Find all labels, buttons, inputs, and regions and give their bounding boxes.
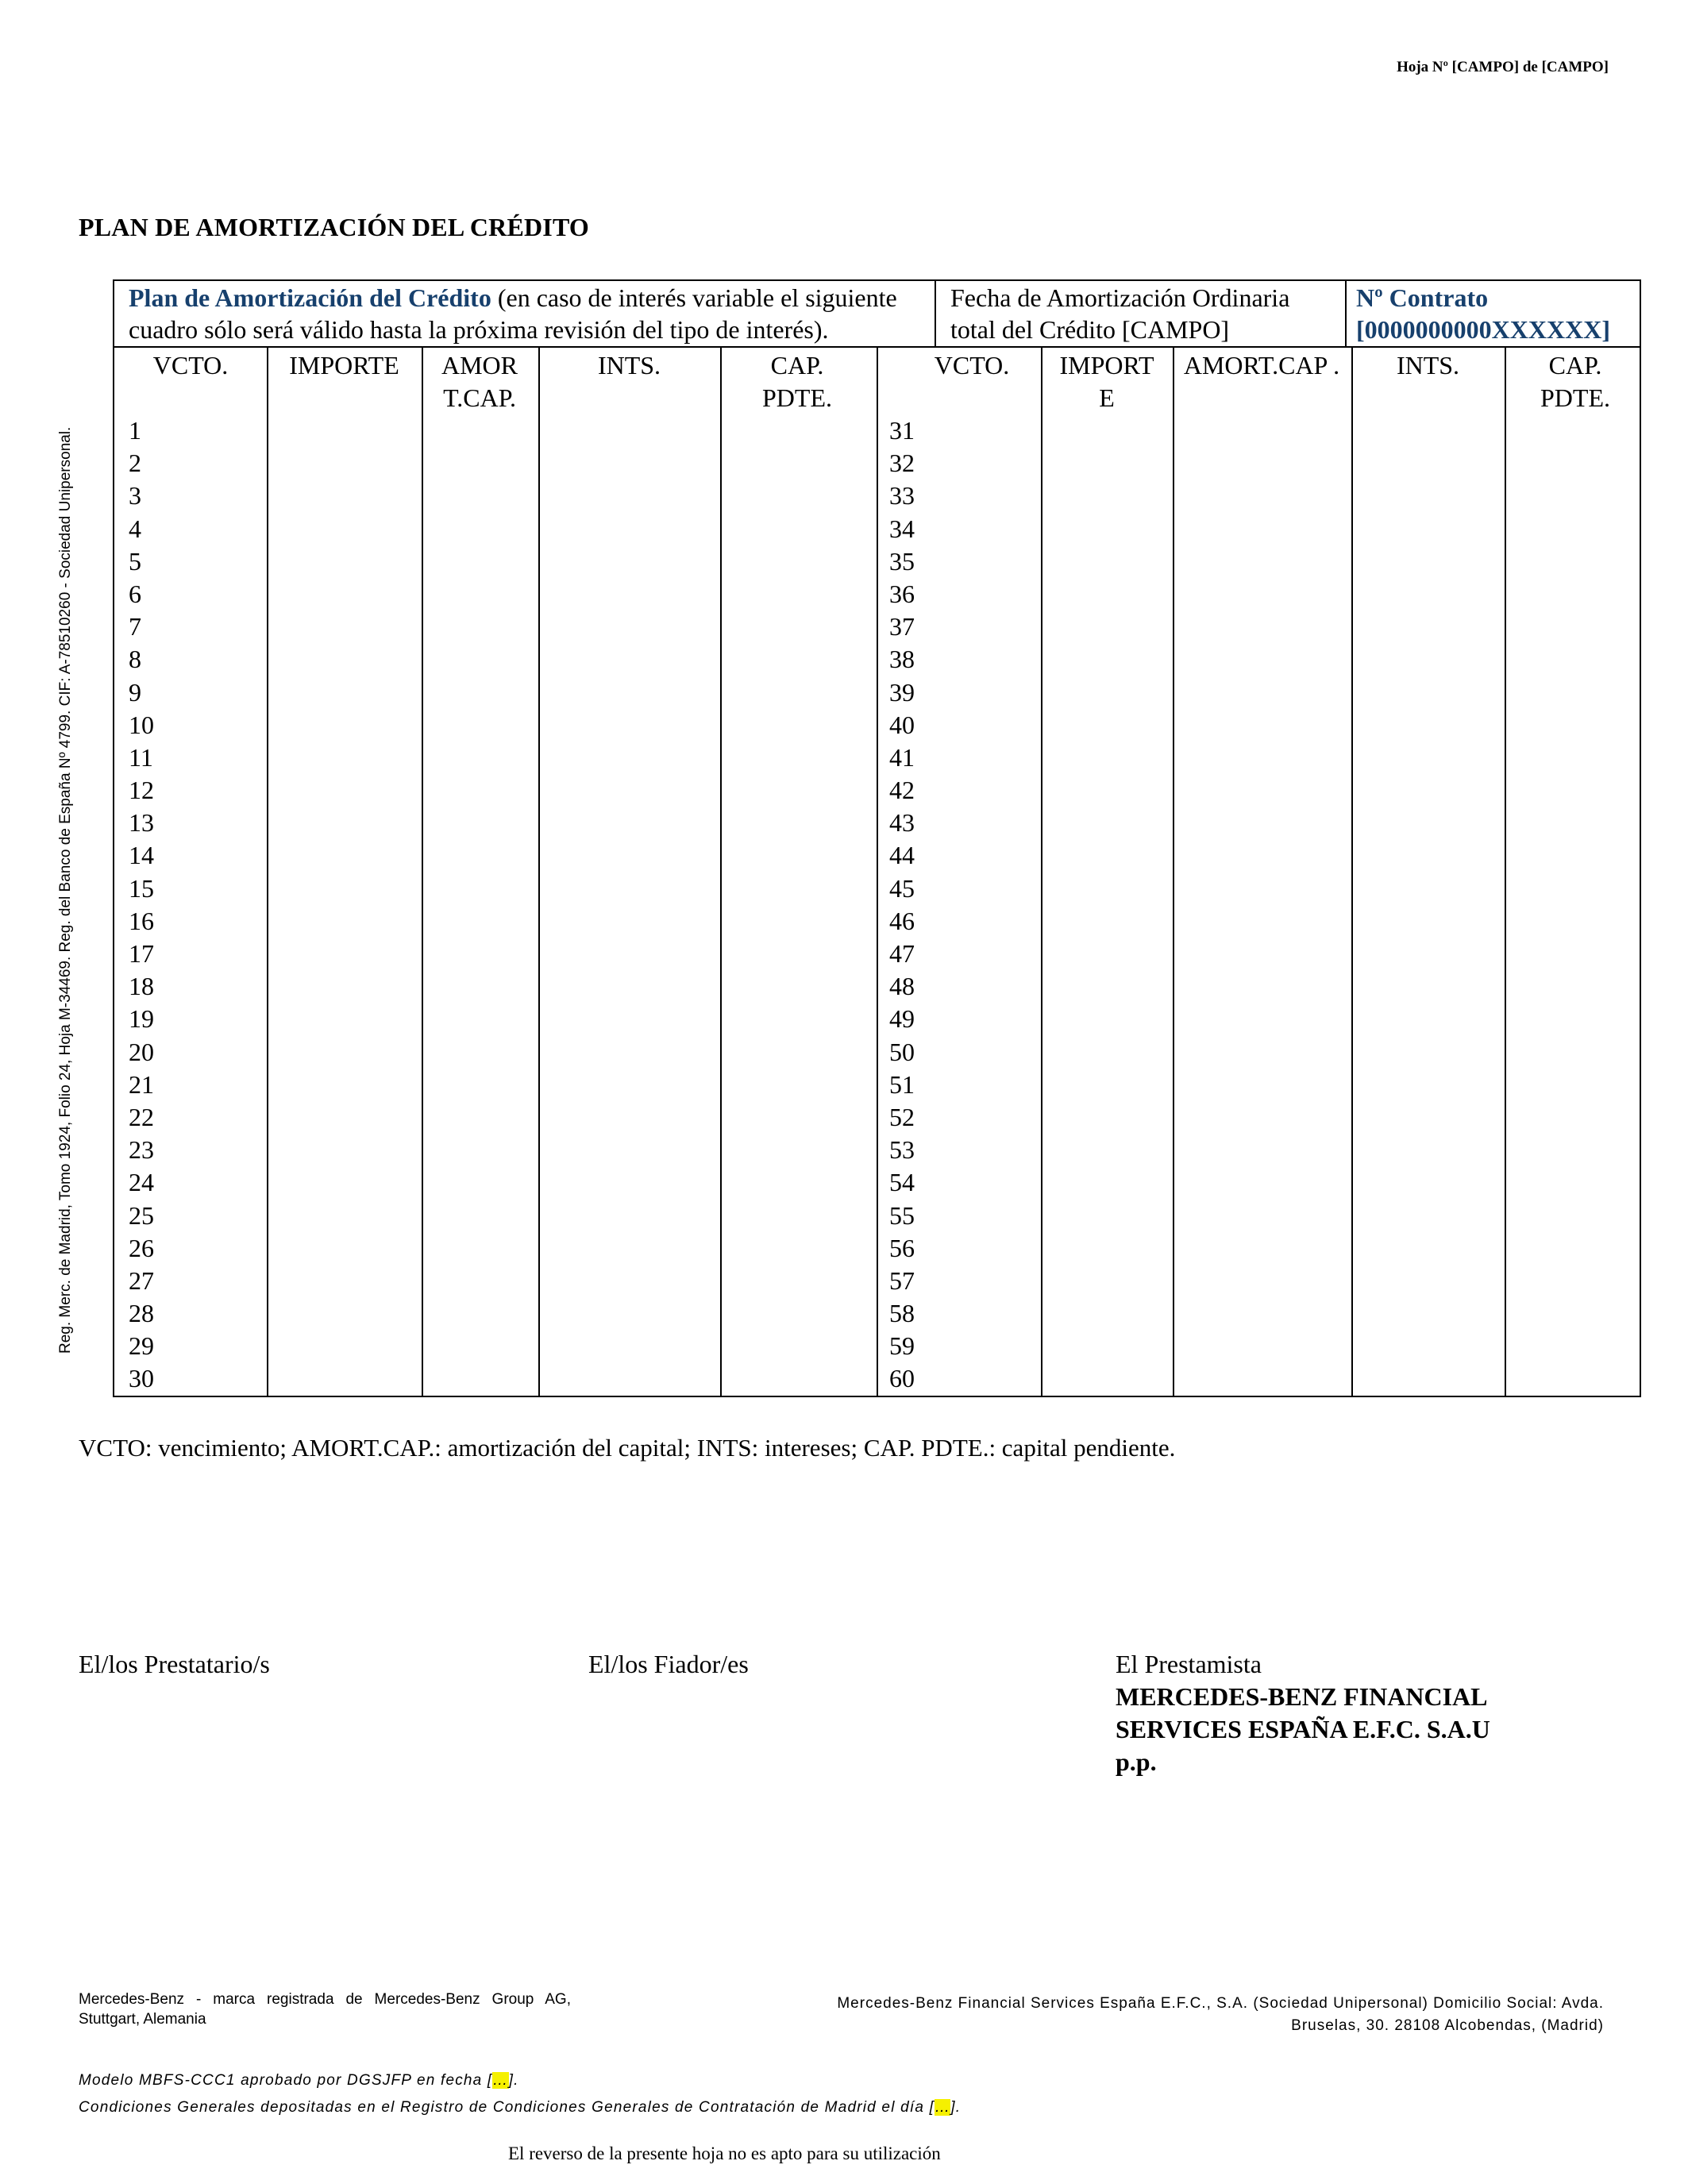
column-divider bbox=[422, 348, 423, 1396]
footer-trademark: Mercedes-Benz - marca registrada de Mercedes-Benz Group AG, Stuttgart, Alemania bbox=[79, 1991, 571, 2028]
footer-company-address bbox=[802, 1993, 1604, 2037]
vencimiento-number: 23 bbox=[129, 1135, 154, 1165]
vencimiento-number: 27 bbox=[129, 1265, 154, 1295]
vencimiento-number: 34 bbox=[889, 514, 915, 543]
vencimiento-number: 50 bbox=[889, 1037, 915, 1066]
vencimiento-number: 59 bbox=[889, 1331, 915, 1361]
vencimiento-number: 19 bbox=[129, 1004, 154, 1034]
plan-label: Plan de Amortización del Crédito bbox=[129, 283, 491, 312]
col-header-vcto-right: VCTO. bbox=[934, 351, 1010, 379]
footer-address-line-1: Mercedes-Benz Financial Services España E.F.C., S.A. (Sociedad Unipersonal) Domicilio Social: Avda. bbox=[837, 1995, 1604, 2012]
vencimiento-number: 5 bbox=[129, 546, 141, 576]
col-header-ints: INTS. bbox=[597, 351, 661, 379]
vencimiento-number: 24 bbox=[129, 1168, 154, 1197]
lender-name-line-2: SERVICES ESPAÑA E.F.C. S.A.U bbox=[1116, 1715, 1490, 1743]
column-divider bbox=[1041, 348, 1042, 1396]
vencimiento-number: 15 bbox=[129, 873, 154, 903]
col-header-amort-cap: AMOR T.CAP. bbox=[441, 351, 518, 412]
contrato-label: Nº Contrato bbox=[1356, 283, 1489, 312]
column-divider bbox=[877, 348, 878, 1396]
vencimiento-number: 10 bbox=[129, 710, 154, 739]
table-header-row bbox=[114, 281, 1640, 348]
vencimiento-number: 45 bbox=[889, 873, 915, 903]
note-2-placeholder: … bbox=[935, 2099, 951, 2116]
amortization-table bbox=[113, 279, 1641, 1397]
col-header-cap-pdte: CAP. PDTE. bbox=[762, 351, 832, 412]
vencimiento-number: 33 bbox=[889, 481, 915, 510]
col-header-cap-pdte-right: CAP. PDTE. bbox=[1540, 351, 1610, 412]
vencimiento-number: 48 bbox=[889, 972, 915, 1001]
footer-address-line-2: Bruselas, 30. 28108 Alcobendas, (Madrid) bbox=[1291, 2017, 1604, 2034]
vencimiento-number: 16 bbox=[129, 906, 154, 935]
contrato-number: [0000000000XXXXXX] bbox=[1356, 315, 1610, 344]
vencimiento-number: 44 bbox=[889, 841, 915, 870]
vencimiento-number: 42 bbox=[889, 776, 915, 805]
vencimiento-number: 26 bbox=[129, 1233, 154, 1262]
lender-pp: p.p. bbox=[1116, 1747, 1157, 1776]
column-divider bbox=[1173, 348, 1174, 1396]
vencimiento-number: 20 bbox=[129, 1037, 154, 1066]
column-divider bbox=[1505, 348, 1506, 1396]
vencimiento-number: 37 bbox=[889, 612, 915, 641]
vencimiento-number: 39 bbox=[889, 677, 915, 707]
vencimiento-number: 57 bbox=[889, 1265, 915, 1295]
vencimiento-number: 35 bbox=[889, 546, 915, 576]
vencimiento-number: 3 bbox=[129, 481, 141, 510]
vencimiento-number: 52 bbox=[889, 1102, 915, 1131]
signature-borrower: El/los Prestatario/s bbox=[79, 1650, 270, 1678]
vencimiento-number: 38 bbox=[889, 645, 915, 674]
col-header-amort-cap-right: AMORT.CAP . bbox=[1183, 351, 1340, 379]
vencimiento-number: 40 bbox=[889, 710, 915, 739]
vencimiento-number: 32 bbox=[889, 449, 915, 478]
plan-description-cell bbox=[114, 281, 936, 346]
column-divider bbox=[267, 348, 268, 1396]
note-1-prefix: Modelo MBFS-CCC1 aprobado por DGSJFP en fecha [ bbox=[79, 2072, 493, 2089]
fecha-amortizacion-cell bbox=[936, 281, 1347, 346]
vencimiento-number: 17 bbox=[129, 939, 154, 968]
footer-notes bbox=[79, 2067, 961, 2121]
vencimiento-number: 43 bbox=[889, 808, 915, 838]
vencimiento-number: 6 bbox=[129, 579, 141, 608]
vencimiento-number: 14 bbox=[129, 841, 154, 870]
vencimiento-number: 51 bbox=[889, 1069, 915, 1099]
vencimiento-list-right bbox=[889, 414, 915, 1396]
vencimiento-number: 25 bbox=[129, 1200, 154, 1230]
note-2-prefix: Condiciones Generales depositadas en el Registro de Condiciones Generales de Contratación de Madrid el día [ bbox=[79, 2099, 935, 2116]
note-1-suffix: ]. bbox=[508, 2072, 519, 2089]
note-1-placeholder: … bbox=[492, 2072, 509, 2089]
vencimiento-number: 2 bbox=[129, 449, 141, 478]
vencimiento-number: 13 bbox=[129, 808, 154, 838]
conditions-deposit-note bbox=[79, 2094, 961, 2121]
column-divider bbox=[538, 348, 540, 1396]
plan-note: (en caso de interés variable el siguiente cuadro sólo será válido hasta la próxima revisión del tipo de interés). bbox=[129, 283, 897, 344]
lender-name-line-1: MERCEDES-BENZ FINANCIAL bbox=[1116, 1682, 1488, 1711]
vencimiento-number: 55 bbox=[889, 1200, 915, 1230]
registration-sidebar-text: Reg. Merc. de Madrid, Tomo 1924, Folio 24, Hoja M-34469. Reg. del Banco de España Nº 4799. CIF: A-78510260 - Sociedad Unipersonal. bbox=[57, 426, 74, 1354]
vencimiento-number: 22 bbox=[129, 1102, 154, 1131]
vencimiento-list-left bbox=[129, 414, 154, 1396]
vencimiento-number: 49 bbox=[889, 1004, 915, 1034]
vencimiento-number: 60 bbox=[889, 1364, 915, 1393]
col-header-importe-right: IMPORT E bbox=[1059, 351, 1154, 412]
col-header-vcto: VCTO. bbox=[152, 351, 229, 379]
col-header-importe: IMPORTE bbox=[289, 351, 399, 379]
contrato-cell bbox=[1347, 281, 1640, 346]
vencimiento-number: 12 bbox=[129, 776, 154, 805]
fecha-label: Fecha de Amortización Ordinaria total del Crédito [CAMPO] bbox=[950, 283, 1290, 344]
signature-lender bbox=[1116, 1648, 1490, 1778]
vencimiento-number: 29 bbox=[129, 1331, 154, 1361]
vencimiento-number: 36 bbox=[889, 579, 915, 608]
vencimiento-number: 46 bbox=[889, 906, 915, 935]
vencimiento-number: 47 bbox=[889, 939, 915, 968]
vencimiento-number: 11 bbox=[129, 742, 153, 772]
note-2-suffix: ]. bbox=[950, 2099, 962, 2116]
column-divider bbox=[720, 348, 722, 1396]
vencimiento-number: 28 bbox=[129, 1299, 154, 1328]
lender-label: El Prestamista bbox=[1116, 1650, 1262, 1678]
vencimiento-number: 9 bbox=[129, 677, 141, 707]
column-divider bbox=[1351, 348, 1353, 1396]
sheet-reference: Hoja Nº [CAMPO] de [CAMPO] bbox=[1397, 59, 1609, 75]
vencimiento-number: 41 bbox=[889, 742, 915, 772]
vencimiento-number: 21 bbox=[129, 1069, 154, 1099]
document-title: PLAN DE AMORTIZACIÓN DEL CRÉDITO bbox=[79, 213, 590, 241]
vencimiento-number: 4 bbox=[129, 514, 141, 543]
vencimiento-number: 8 bbox=[129, 645, 141, 674]
vencimiento-number: 18 bbox=[129, 972, 154, 1001]
vencimiento-number: 54 bbox=[889, 1168, 915, 1197]
col-header-ints-right: INTS. bbox=[1396, 351, 1460, 379]
vencimiento-number: 31 bbox=[889, 416, 915, 445]
signature-guarantor: El/los Fiador/es bbox=[588, 1650, 749, 1678]
model-approval-note bbox=[79, 2067, 961, 2094]
vencimiento-number: 56 bbox=[889, 1233, 915, 1262]
table-legend: VCTO: vencimiento; AMORT.CAP.: amortización del capital; INTS: intereses; CAP. PDTE.: capital pendiente. bbox=[79, 1434, 1176, 1462]
vencimiento-number: 7 bbox=[129, 612, 141, 641]
vencimiento-number: 1 bbox=[129, 416, 141, 445]
vencimiento-number: 30 bbox=[129, 1364, 154, 1393]
vencimiento-number: 58 bbox=[889, 1299, 915, 1328]
reverse-side-note: El reverso de la presente hoja no es apto para su utilización bbox=[508, 2144, 941, 2163]
vencimiento-number: 53 bbox=[889, 1135, 915, 1165]
